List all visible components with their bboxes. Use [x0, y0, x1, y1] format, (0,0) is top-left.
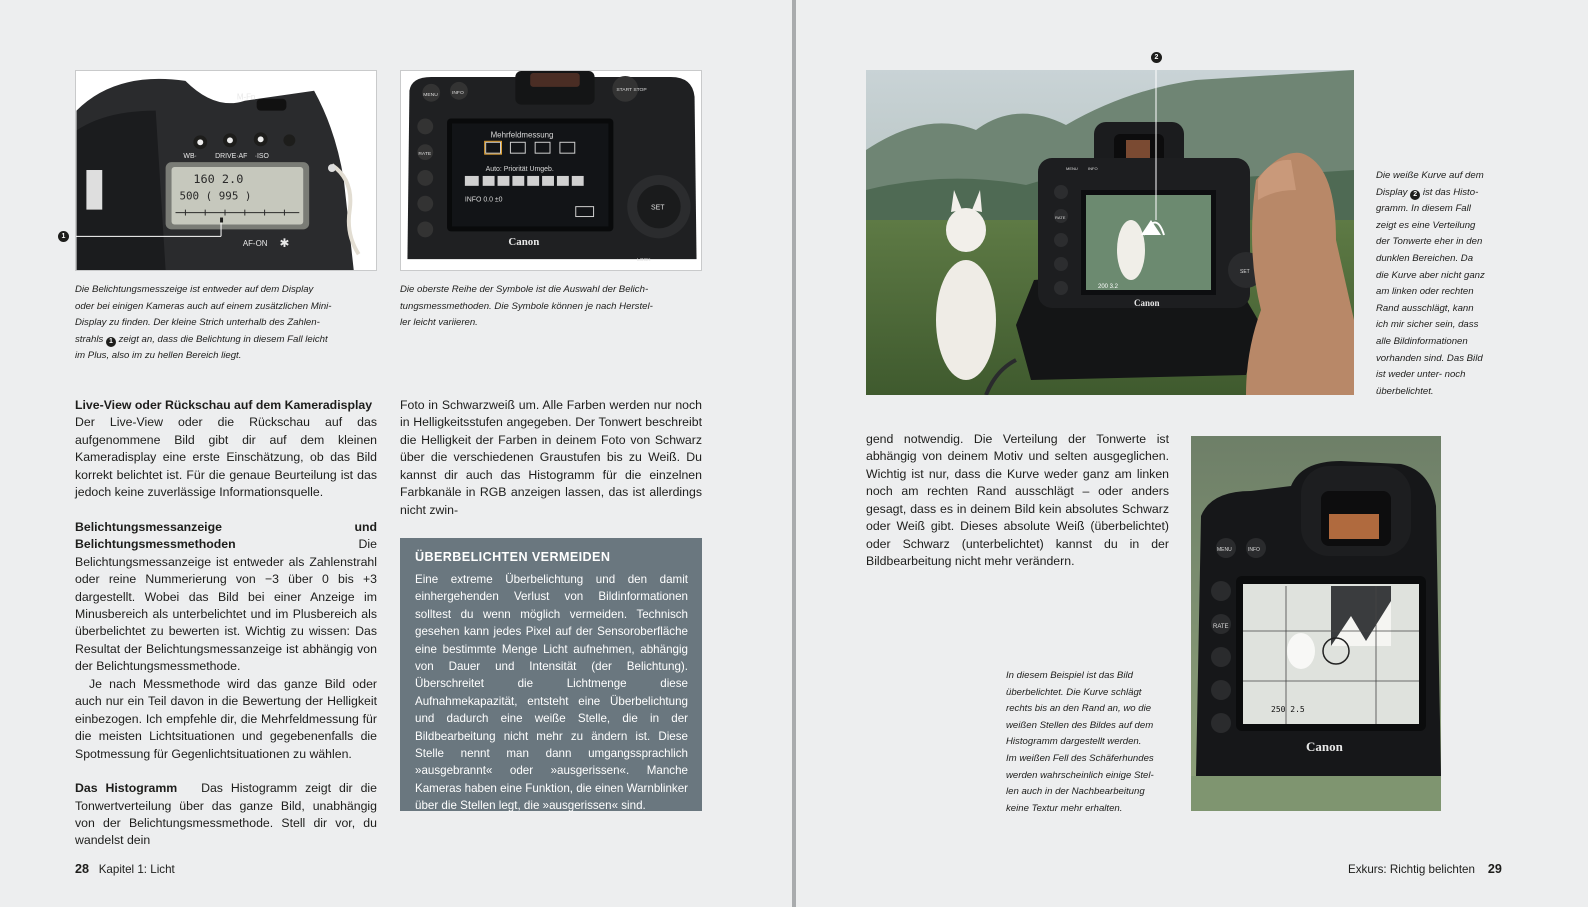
caption-line: vorhanden sind. Das Bild: [1376, 352, 1483, 364]
caption-line: oder bei einigen Kameras auch auf einem zusätzlichen Mini-: [75, 300, 332, 312]
heading-histogram: Das Histogramm: [75, 781, 178, 796]
caption-line: ich mir sicher sein, dass: [1376, 319, 1479, 331]
iso-label: ·ISO: [254, 153, 269, 161]
menu-label: MENU: [1066, 166, 1078, 171]
canon-logo: Canon: [508, 236, 540, 249]
inline-marker-1: 1: [106, 337, 116, 347]
left-page: [0, 0, 792, 907]
caption-fragment: ist das Histo-: [1422, 186, 1479, 198]
caption-line: am linken oder rechten: [1376, 286, 1474, 298]
caption-line: dunklen Bereichen. Da: [1376, 252, 1474, 264]
caption-line: Histogramm dargestellt werden.: [1006, 736, 1142, 748]
caption-line: überbelichtet. Die Kurve schlägt: [1006, 686, 1142, 698]
caption-line: ist weder unter- noch: [1376, 369, 1466, 381]
caption-line: gramm. In diesem Fall: [1376, 203, 1471, 215]
info-label: INFO: [1088, 166, 1098, 171]
caption-fragment: strahls: [75, 333, 104, 345]
paragraph-text: Die Belichtungsmessanzeige ist entweder als Zahlenstrahl oder reine Nummerierung von −3 über 0 bis +3 dargestellt. Wobei das Bild bei einer Anzeige im Minusbereich als unterbelichtet und im Plusbereich als überbelichtet zu bewerten ist. Wichtig zu wissen: Das Resultat der Belichtungsmessanzeige ist abhängig von der Belichtungsmessmethode.: [75, 537, 377, 674]
set-label: SET: [1240, 269, 1250, 275]
canon-logo: Canon: [1134, 298, 1160, 308]
metering-title: Mehrfeldmessung: [490, 130, 554, 140]
lcd-readout: 200 3.2: [1098, 284, 1119, 290]
caption-line: [1376, 185, 1511, 202]
af-on-label: AF-ON: [242, 239, 268, 249]
paragraph-tonal-distribution: gend notwendig. Die Verteilung der Tonwerte ist abhängig von deinem Motiv und selten ausgeglichen. Wichtig ist nur, dass die Kurve weder ganz am linken noch am rechten Rand ausschlägt – oder anders gesagt, dass es in deinem Bild kein absolutes Schwarz oder Weiß gibt. Dieses absolute Weiß (überbelichtet) oder Schwarz (unterbelichtet) kannst du in der Bildbearbeitung nicht mehr verändern.: [866, 432, 1169, 569]
caption-line: In diesem Beispiel ist das Bild: [1006, 670, 1133, 681]
info-row: INFO 0.0 ±0: [464, 196, 503, 204]
info-box-text: Eine extreme Überbelichtung und den damit einhergehenden Verlust von Bildinformationen solltest du wenn möglich vermeiden. Technisch gesehen kann jedes Pixel auf der Sensoroberfläche eine bestimmte Menge Licht aufnehmen, abhängig von Dauer und Intensität (der Belichtung). Überschreitet die Lichtmenge diese Aufnahmekapazität, entsteht eine Überbelichtung und dadurch eine weiße Stelle, die in der Bildbearbeitung nicht mehr zu ändern ist. Diese Stelle nennt man dann umgangssprachlich »ausgebrannt« oder »ausgerissen«. Manche Kameras haben eine Funktion, die einen Warnblinker über die Stellen legt, die »ausgerissen« sind.: [415, 573, 688, 813]
marker-1: 1: [58, 231, 69, 242]
figure3-caption: [1376, 168, 1511, 400]
paragraph-histogram-continued: Foto in Schwarzweiß um. Alle Farben werden nur noch in Helligkeitsstufen angegeben. Der Tonwert beschreibt die Helligkeit der Farben in deinem Foto von Schwarz über die verschiedenen Graustufen bis zu Weiß. Du kannst dir auch das Histogramm für die einzelnen Farbkanäle in RGB anzeigen lassen, das ist allerdings nicht zwin-: [400, 398, 702, 517]
caption-line: Die oberste Reihe der Symbole ist die Auswahl der Belich-: [400, 284, 649, 295]
left-column-text: [75, 397, 377, 850]
wb-priority-label: Auto: Priorität Umgeb.: [485, 165, 554, 173]
caption-line: Die Belichtungsmesszeige ist entweder auf dem Display: [75, 284, 314, 295]
page-number: 28: [75, 862, 90, 876]
left-footer: [75, 862, 175, 876]
drive-af-label: DRIVE·AF: [215, 153, 248, 161]
start-stop-label: START STOP: [616, 87, 647, 93]
info-button-label: INFO: [451, 90, 464, 96]
overexposed-camera-illustration: [1191, 436, 1441, 811]
rate-label: RATE: [1213, 624, 1229, 630]
menu-label: MENU: [1217, 547, 1232, 553]
paragraph-live-view: Der Live-View oder die Rückschau auf das aufgenommene Bild gibt dir auf dem kleinen Kameradisplay eine erste Einschätzung, ob das Bild korrekt belichtet ist. Für die genaue Beurteilung ist das jedoch keine zuverlässige Informationsquelle.: [75, 415, 377, 500]
info-label: INFO: [1248, 547, 1260, 553]
caption-line: weißen Stellen des Bildes auf dem: [1006, 719, 1154, 731]
heading-metering: Belichtungsmessanzeige und Belichtungsmessmethoden: [75, 519, 377, 552]
figure1-caption: [75, 282, 385, 365]
camera-top-lcd-illustration: [76, 71, 376, 270]
camera-top-lcd-photo: [75, 70, 377, 271]
heading-text: Live-View oder Rückschau auf dem Kameradisplay: [75, 398, 373, 412]
figure4-caption: [1006, 668, 1186, 817]
caption-line: zeigt es eine Verteilung: [1376, 219, 1476, 231]
wb-label: WB·: [183, 153, 197, 161]
right-page-text: [866, 431, 1169, 571]
caption-fragment: zeigt an, dass die Belichtung in diesem Fall leicht: [118, 333, 328, 345]
right-footer: [1348, 862, 1502, 876]
page-number: 29: [1487, 862, 1502, 876]
caption-line: ler leicht variieren.: [400, 317, 478, 329]
caption-line: alle Bildinformationen: [1376, 335, 1468, 347]
section-title: Exkurs: Richtig belichten: [1348, 863, 1475, 876]
lcd-readout: 250 2.5: [1271, 705, 1305, 714]
caption-line: die Kurve aber nicht ganz: [1376, 269, 1485, 281]
camera-back-metering-photo: [400, 70, 702, 271]
camera-live-view-dog-photo: [866, 70, 1354, 395]
paragraph-histogram: [75, 780, 377, 850]
dog-photo-illustration: [866, 70, 1354, 395]
set-button-label: SET: [650, 204, 665, 212]
figure2-caption: [400, 282, 705, 332]
paragraph-metering-methods: Je nach Messmethode wird das ganze Bild oder auch nur ein Teil davon in die Bewertung der Helligkeit einbezogen. Ich empfehle dir, die Mehrfeldmessung für die meisten Lichtsituationen und gegebenenfalls die Spotmessung für Gegenlichtsituationen zu wählen.: [75, 676, 377, 761]
caption-line: [75, 332, 385, 349]
heading-live-view: [75, 397, 377, 414]
inline-marker-2: 2: [1410, 190, 1420, 200]
caption-line: keine Textur mehr erhalten.: [1006, 802, 1123, 814]
caption-line: len auch in der Nachbearbeitung: [1006, 786, 1145, 798]
caption-line: Im weißen Fell des Schäferhundes: [1006, 752, 1154, 764]
caption-line: Die weiße Kurve auf dem: [1376, 170, 1484, 181]
lcd-iso-shots: 500 ( 995 ): [179, 189, 252, 203]
caption-line: im Plus, also im zu hellen Bereich liegt.: [75, 350, 242, 362]
caption-line: der Tonwerte eher in den: [1376, 236, 1483, 248]
rate-button-label: RATE: [418, 152, 432, 158]
camera-back-illustration: [401, 71, 701, 270]
caption-line: überbelichtet.: [1376, 385, 1434, 397]
lock-label: LOCK: [637, 258, 651, 264]
menu-button-label: MENU: [423, 92, 438, 98]
canon-logo: Canon: [1306, 739, 1343, 754]
chapter-title: Kapitel 1: Licht: [98, 863, 175, 876]
caption-line: Rand ausschlägt, kann: [1376, 302, 1474, 314]
paragraph-text: Das Histogramm zeigt dir die Tonwertverteilung über das ganze Bild, unabhängig von der Belichtungsmessmethode. Stell dir vor, du wandelst dein: [75, 781, 377, 848]
paragraph-metering: [75, 519, 377, 676]
lcd-shutter-aperture: 160 2.0: [193, 171, 244, 186]
camera-overexposed-example-photo: [1191, 436, 1441, 811]
rate-label: RATE: [1055, 215, 1066, 220]
svg-text:✱: ✱: [279, 236, 290, 251]
caption-line: rechts bis an den Rand an, wo die: [1006, 703, 1152, 715]
marker-2: 2: [1151, 52, 1162, 63]
info-box-overexposure: [400, 538, 702, 811]
caption-line: Display zu finden. Der kleine Strich unterhalb des Zahlen-: [75, 317, 320, 329]
caption-line: tungsmessmethoden. Die Symbole können je nach Herstel-: [400, 300, 653, 312]
mfn-label: M-Fn: [236, 92, 256, 102]
info-box-title: ÜBERBELICHTEN VERMEIDEN: [415, 550, 611, 564]
caption-line: werden wahrscheinlich einige Stel-: [1006, 769, 1154, 781]
right-column-text: [400, 397, 702, 519]
caption-fragment: Display: [1376, 186, 1408, 198]
right-page: [796, 0, 1588, 907]
